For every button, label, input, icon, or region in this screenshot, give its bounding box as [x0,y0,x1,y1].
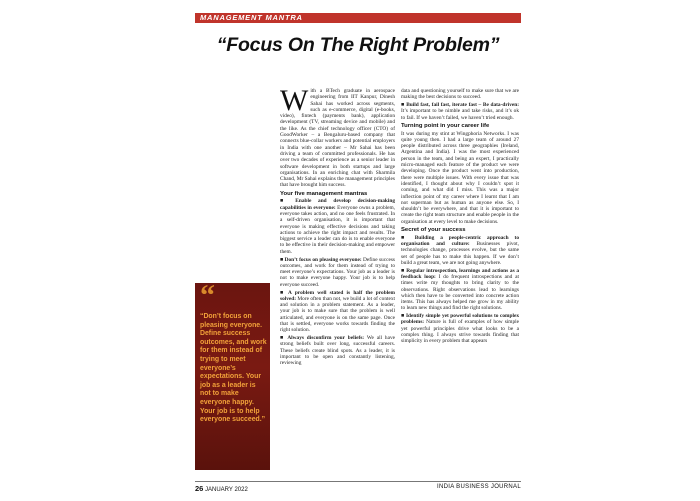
mantra-1-body: Everyone owns a problem, everyone takes action, and no one feels frustrated. In a self-driven organisation, it is important that everyone is making effective decisions and taking actions to achieve the right impact and results. The biggest service a leader can do is to enable everyone to be effective in their decision-making and empower them. [280,204,395,255]
section-heading-turning-point: Turning point in your career life [401,122,490,129]
mantra-3 [280,290,395,334]
quote-mark-icon: “ [200,283,215,312]
magazine-page [195,13,521,493]
pull-quote-box [195,283,270,470]
section-heading-success: Secret of your success [401,227,466,234]
article-column-1 [280,88,395,482]
success-1-lead: ■ Building a people-centric approach to organisation and culture: [401,234,519,247]
mantra-4 [280,335,395,366]
success-2-lead: ■ Regular introspection, learnings and actions as a feedback loop: [401,267,519,280]
article-column-2 [401,88,519,482]
mantra-3-lead: ■ A problem well stated is half the problem solved: [280,289,395,302]
drop-cap: W [280,88,309,117]
success-3-body: Nature is full of examples of how simple yet powerful principles drive what looks to be a complex thing. I always strive towards finding that simplicity in every problem that appears [401,319,519,345]
intro-text: ith a BTech graduate in aerospace engineering from IIT Kanpur, Dinesh Sahai has worked across segments, such as e-commerce, digital (e-books, video), fintech (payments bank), application development (TV, streaming device and mobile) and the like. As the chief technology officer (CTO) of GoodWorker – a Bengaluru-based company that connects blue-collar workers and potential employers in India with one another – Mr Sahai has been driving a team of committed professionals. He has over two decades of experience as a senior leader in software development in both startups and large organisations. In an enriching chat with Sharmila Chand, Mr Sahai explains the management principles that have brought him success. [280,88,395,189]
mantra-2-body: Define success outcomes, and work for them instead of trying to meet everyone’s expectations. Your job as a leader is not to make everyone happy. Your job is to help everyone succeed. [280,256,395,288]
mantra-2 [280,257,395,288]
success-2 [401,268,519,312]
success-2-body: I do frequent introspections and at times write my thoughts to bring clarity to the observations. Right observations lead to learnings which then have to be converted into concrete action items. This has always helped me grow in my ability to learn new things and find the right solutions. [401,273,519,312]
mantra-3-body: More often than not, we build a lot of context and solution in a problem statement. As a leader, your job is to make sure that the problem is well articulated, and everyone is on the same page. Once that is settled, everyone works towards finding the right solution. [280,295,395,334]
page-footer [195,481,521,493]
success-1 [401,235,519,266]
mantra-2-lead: ■ Don’t focus on pleasing everyone: [280,256,362,263]
turning-point-paragraph: It was during my stint at Wingphoria Networks. I was quite young then. I had a large team of around 27 people distributed across three geographies (Ireland, Argentina and India). I was the most experienced person in the team, and being an expert, I practically micro-managed each feature of the product we were developing. Once the product went into production, there were multiple issues. With every issue that was identified, I thought about why I couldn’t spot it coming, and what did I miss. This was a major inflection point of my career where I learnt that I am not superman but as human as anyone else. So, I shouldn’t be everywhere, and that it is important to create the right team structure and enable people in the organisation at every level to make decisions. [401,130,519,225]
mantra-1 [280,198,395,255]
page-number: 26 [195,484,204,493]
mantra-4-continued: data and questioning yourself to make sure that we are making the best decisions to succeed. [401,88,519,101]
footer-page-info [195,484,248,493]
publication-name: INDIA BUSINESS JOURNAL [437,484,521,490]
section-label: MANAGEMENT MANTRA [200,13,303,22]
mantra-1-lead: ■ Enable and develop decision-making capabilities in everyone: [280,198,395,211]
section-heading-mantras: Your five management mantras [280,190,368,197]
success-3 [401,313,519,344]
mantra-5 [401,102,519,121]
success-1-body: Businesses pivot, technologies change, processes evolve, but the same set of people has to make this happen. If we don’t build a great team, we are not going anywhere. [401,240,519,266]
mantra-4-body: We all have strong beliefs built over long, successful careers. These beliefs create blind spots. As a leader, it is important to be open and constantly listening, reviewing [280,335,395,367]
headline: “Focus On The Right Problem” [216,34,500,56]
pull-quote-text: “Don’t focus on pleasing everyone. Define success outcomes, and work for them instead of trying to meet everyone’s expectations. Your job as a leader is not to make everyone happy. Your job is to help everyone succeed.” [200,313,267,424]
mantra-4-lead: ■ Always disconfirm your beliefs: [280,335,365,342]
mantra-5-lead: ■ Build fast, fail fast, iterate fast – Be data-driven: [401,102,519,109]
success-3-lead: ■ Identify simple yet powerful solutions to complex problems: [401,313,519,326]
intro-paragraph [280,88,395,189]
section-tag [195,13,521,23]
mantra-5-body: It’s important to be nimble and take risks, and it’s ok to fail. If we haven’t failed, we haven’t tried enough. [401,108,519,121]
issue-date: JANUARY 2022 [205,487,248,493]
